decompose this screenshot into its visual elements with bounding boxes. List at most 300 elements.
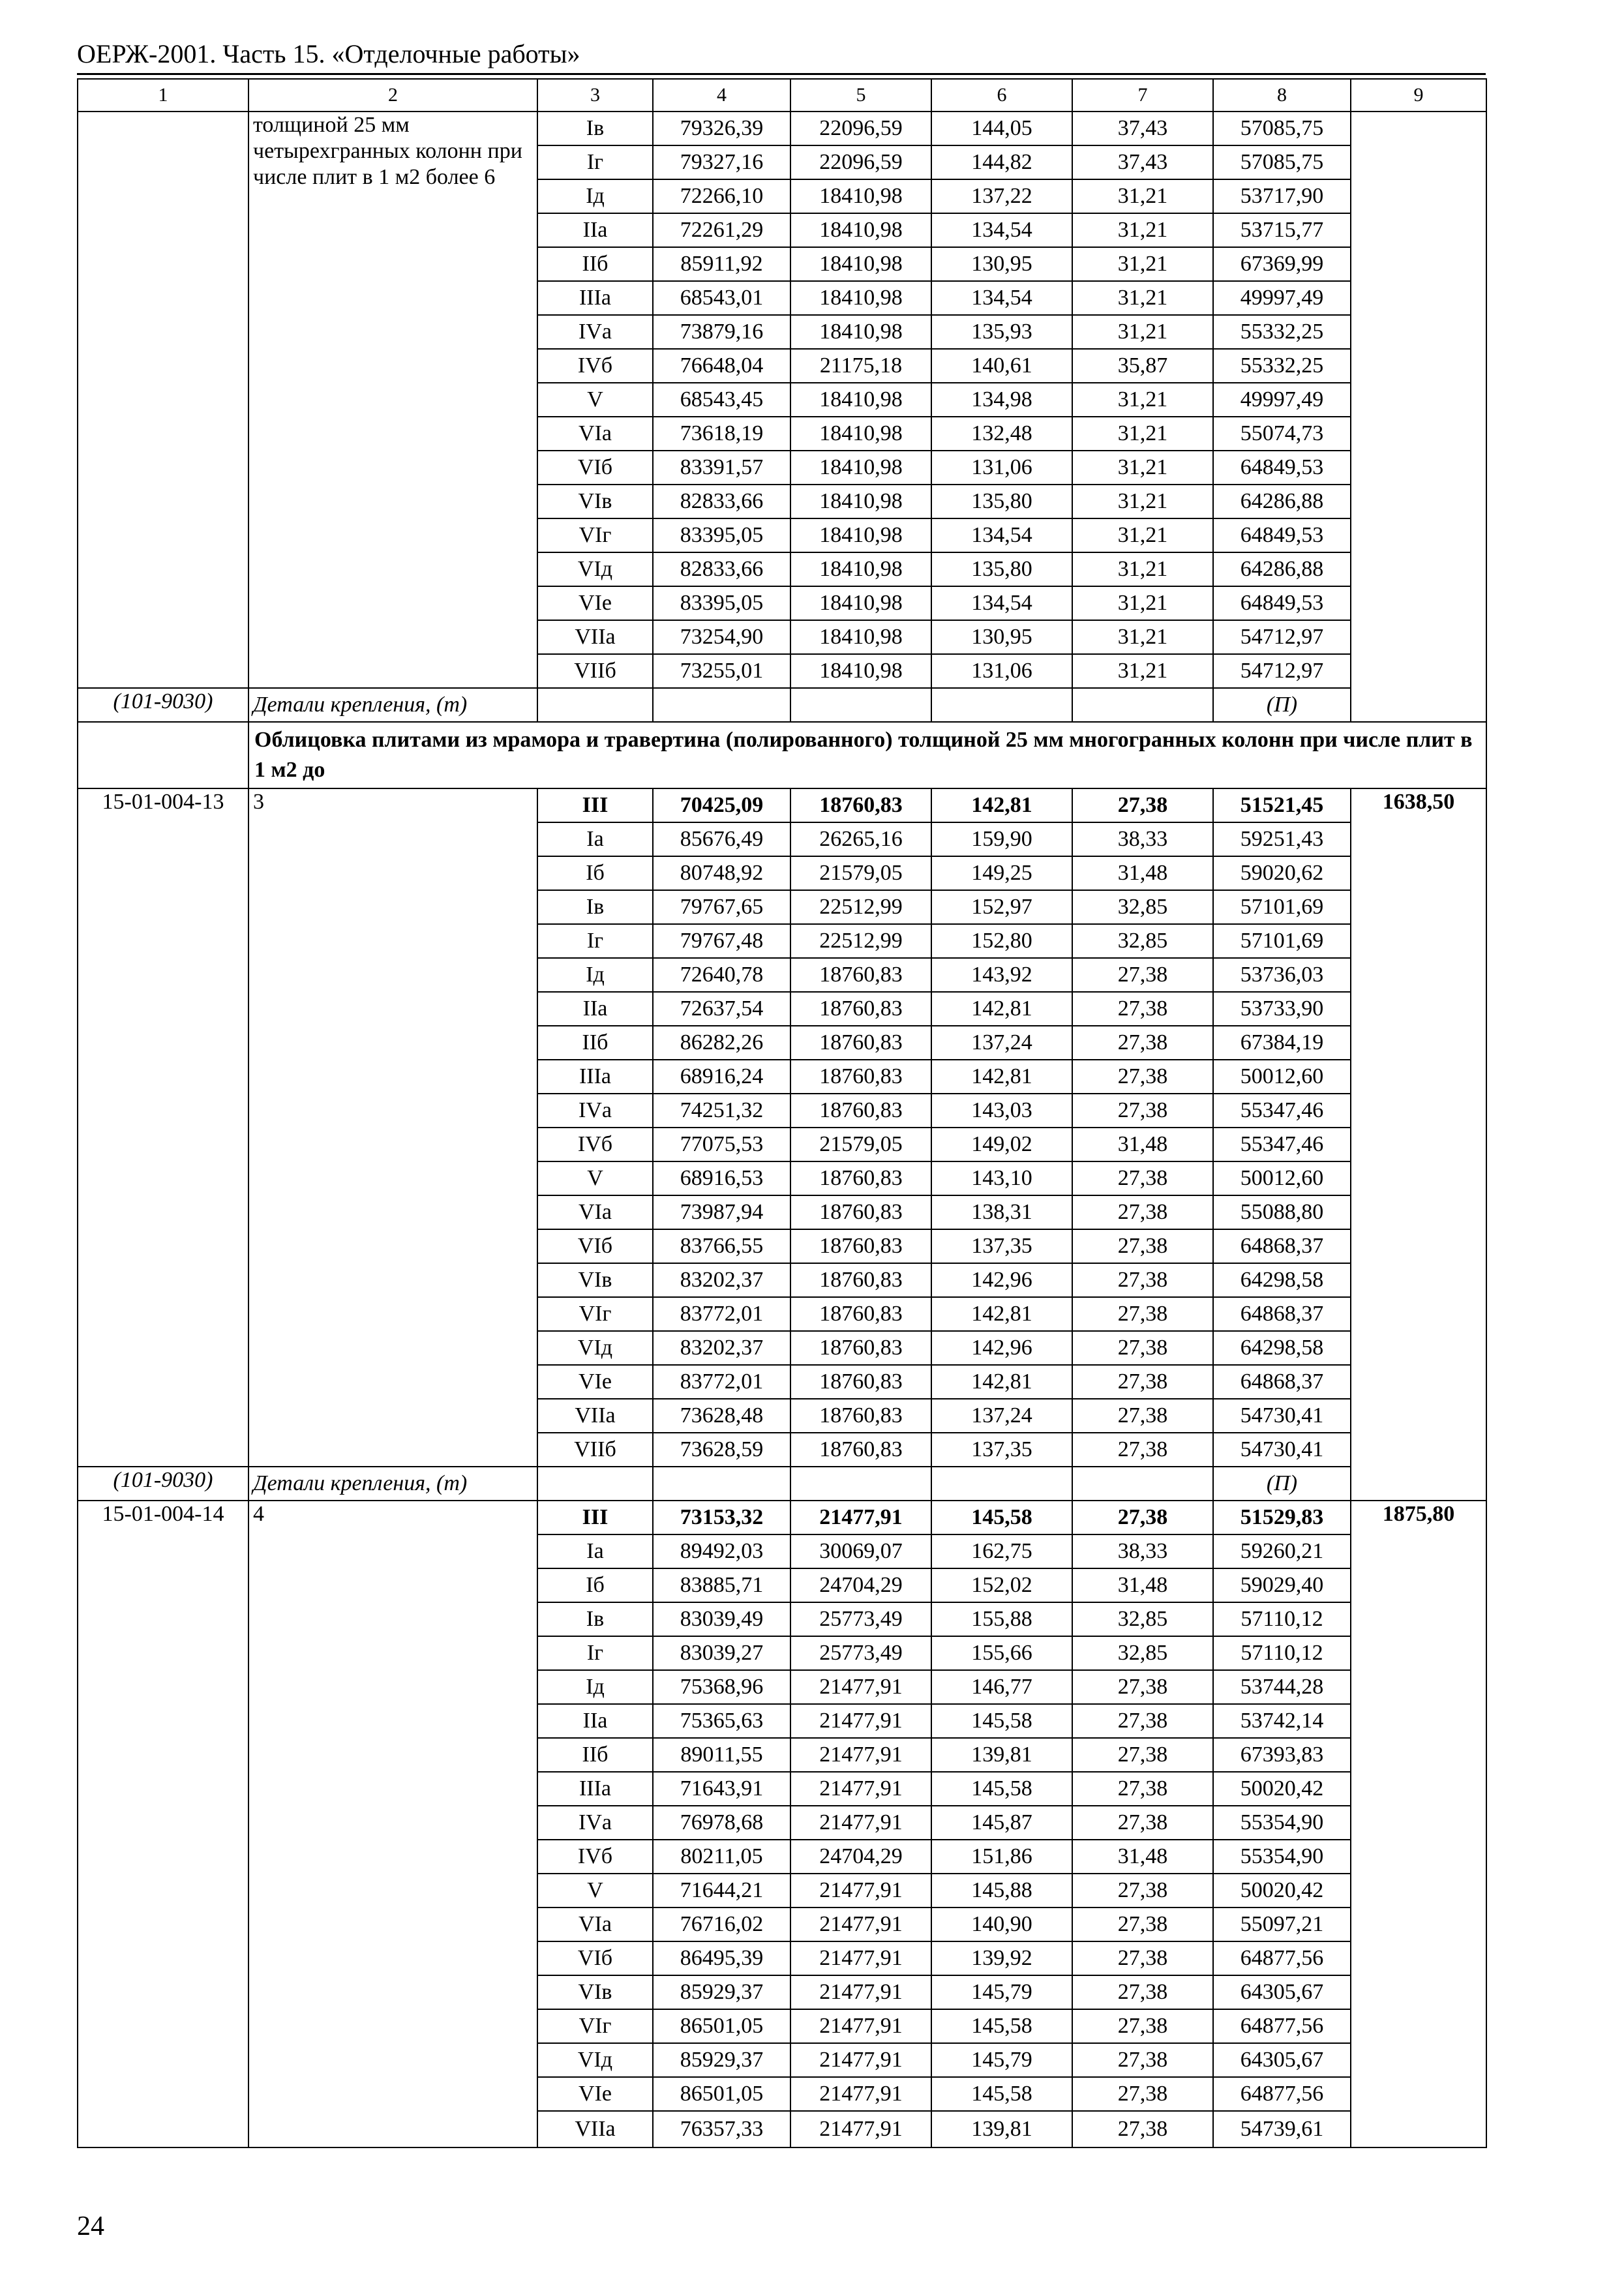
machine-cost-cell: 162,75 [931,1534,1072,1568]
total-cost-cell: 89011,55 [653,1738,790,1772]
driver-wages-cell: 27,38 [1072,1433,1213,1467]
machine-cost-cell: 137,22 [931,179,1072,213]
machine-cost-cell: 140,90 [931,1908,1072,1941]
machine-cost-cell: 134,54 [931,586,1072,620]
fastener-label: Детали крепления, (т) [248,1467,537,1501]
driver-wages-cell: 31,21 [1072,417,1213,451]
zone-cell: IIб [537,247,653,281]
table-cell [537,1467,653,1501]
zone-cell: IVа [537,315,653,349]
materials-cost-cell: 55332,25 [1213,315,1351,349]
total-cost-cell: 73628,59 [653,1433,790,1467]
total-cost-cell: 80748,92 [653,856,790,890]
rates-table [77,78,1487,2148]
table-row [78,1501,1486,1534]
driver-wages-cell: 31,21 [1072,281,1213,315]
zone-cell: VIе [537,586,653,620]
wages-cell: 24704,29 [790,1568,931,1602]
materials-cost-cell: 64868,37 [1213,1297,1351,1331]
fastener-value: (П) [1213,1467,1351,1501]
total-cost-cell: 83885,71 [653,1568,790,1602]
total-cost-cell: 83202,37 [653,1331,790,1365]
machine-cost-cell: 152,97 [931,890,1072,924]
driver-wages-cell: 38,33 [1072,822,1213,856]
total-cost-cell: 83772,01 [653,1297,790,1331]
wages-cell: 18760,83 [790,1433,931,1467]
zone-cell: VIIб [537,654,653,688]
machine-cost-cell: 144,05 [931,112,1072,145]
driver-wages-cell: 32,85 [1072,890,1213,924]
wages-cell: 18410,98 [790,383,931,417]
header-rule [77,73,1486,75]
driver-wages-cell: 35,87 [1072,349,1213,383]
machine-cost-cell: 155,66 [931,1636,1072,1670]
wages-cell: 21477,91 [790,1874,931,1908]
zone-cell: VIIа [537,620,653,654]
machine-cost-cell: 145,79 [931,1975,1072,2009]
group-title: Облицовка плитами из мрамора и травертина (полированного) толщиной 25 мм многогранных колонн при числе плит в 1 м2 до [248,722,1486,788]
machine-cost-cell: 143,92 [931,958,1072,992]
zone-cell: IVа [537,1806,653,1840]
driver-wages-cell: 27,38 [1072,1501,1213,1534]
materials-cost-cell: 54712,97 [1213,654,1351,688]
machine-cost-cell: 134,54 [931,281,1072,315]
materials-cost-cell: 54730,41 [1213,1433,1351,1467]
column-number: 6 [931,79,1072,112]
driver-wages-cell: 27,38 [1072,1161,1213,1195]
machine-cost-cell: 140,61 [931,349,1072,383]
driver-wages-cell: 31,48 [1072,856,1213,890]
machine-cost-cell: 137,35 [931,1433,1072,1467]
driver-wages-cell: 27,38 [1072,1941,1213,1975]
materials-cost-cell: 64849,53 [1213,586,1351,620]
total-cost-cell: 85929,37 [653,2043,790,2077]
zone-cell: IIб [537,1026,653,1060]
driver-wages-cell: 31,21 [1072,213,1213,247]
machine-cost-cell: 142,81 [931,1365,1072,1399]
materials-cost-cell: 55354,90 [1213,1840,1351,1874]
total-cost-cell: 68543,01 [653,281,790,315]
total-cost-cell: 73153,32 [653,1501,790,1534]
wages-cell: 18410,98 [790,179,931,213]
driver-wages-cell: 31,21 [1072,485,1213,518]
zone-cell: VIIб [537,1433,653,1467]
machine-cost-cell: 149,25 [931,856,1072,890]
driver-wages-cell: 27,38 [1072,788,1213,822]
total-cost-cell: 72637,54 [653,992,790,1026]
materials-cost-cell: 54712,97 [1213,620,1351,654]
materials-cost-cell: 59260,21 [1213,1534,1351,1568]
table-row [78,79,1486,112]
machine-cost-cell: 145,87 [931,1806,1072,1840]
total-cost-cell: 83395,05 [653,586,790,620]
wages-cell: 25773,49 [790,1636,931,1670]
driver-wages-cell: 31,48 [1072,1568,1213,1602]
column-number: 8 [1213,79,1351,112]
wages-cell: 21579,05 [790,1128,931,1161]
total-cost-cell: 79327,16 [653,145,790,179]
materials-cost-cell: 53733,90 [1213,992,1351,1026]
materials-cost-cell: 64877,56 [1213,2009,1351,2043]
zone-cell: VIIа [537,1399,653,1433]
zone-cell: VIг [537,1297,653,1331]
fastener-code: (101-9030) [78,688,248,722]
total-cost-cell: 73628,48 [653,1399,790,1433]
machine-cost-cell: 139,81 [931,2111,1072,2147]
zone-cell: Iг [537,145,653,179]
zone-cell: III [537,1501,653,1534]
zone-cell: Iг [537,924,653,958]
machine-cost-cell: 145,79 [931,2043,1072,2077]
materials-cost-cell: 64877,56 [1213,2077,1351,2111]
wages-cell: 22512,99 [790,924,931,958]
description-cell: толщиной 25 мм четырехгранных колонн при числе плит в 1 м2 более 6 [248,112,537,688]
group-code-cell [78,722,248,788]
total-cost-cell: 72261,29 [653,213,790,247]
zone-cell: Iб [537,1568,653,1602]
wages-cell: 21477,91 [790,2077,931,2111]
zone-cell: V [537,383,653,417]
machine-cost-cell: 132,48 [931,417,1072,451]
total-cell: 1638,50 [1351,788,1486,1501]
table-cell [1072,688,1213,722]
zone-cell: Iд [537,1670,653,1704]
wages-cell: 21175,18 [790,349,931,383]
table-cell [1072,1467,1213,1501]
zone-cell: IIа [537,213,653,247]
wages-cell: 18760,83 [790,1026,931,1060]
driver-wages-cell: 31,21 [1072,247,1213,281]
driver-wages-cell: 27,38 [1072,1060,1213,1094]
driver-wages-cell: 27,38 [1072,1297,1213,1331]
column-number: 7 [1072,79,1213,112]
total-cost-cell: 83766,55 [653,1229,790,1263]
wages-cell: 25773,49 [790,1602,931,1636]
wages-cell: 18410,98 [790,213,931,247]
materials-cost-cell: 67384,19 [1213,1026,1351,1060]
table-row [78,112,1486,145]
machine-cost-cell: 143,03 [931,1094,1072,1128]
machine-cost-cell: 134,54 [931,518,1072,552]
machine-cost-cell: 151,86 [931,1840,1072,1874]
materials-cost-cell: 64298,58 [1213,1331,1351,1365]
driver-wages-cell: 37,43 [1072,145,1213,179]
machine-cost-cell: 155,88 [931,1602,1072,1636]
zone-cell: IIа [537,1704,653,1738]
materials-cost-cell: 64849,53 [1213,451,1351,485]
zone-cell: Iа [537,822,653,856]
materials-cost-cell: 53717,90 [1213,179,1351,213]
total-cost-cell: 83202,37 [653,1263,790,1297]
driver-wages-cell: 27,38 [1072,1195,1213,1229]
total-cost-cell: 72266,10 [653,179,790,213]
total-cost-cell: 76648,04 [653,349,790,383]
code-cell [78,112,248,688]
total-cost-cell: 73255,01 [653,654,790,688]
zone-cell: VIа [537,417,653,451]
total-cost-cell: 71643,91 [653,1772,790,1806]
zone-cell: VIв [537,1263,653,1297]
total-cost-cell: 86282,26 [653,1026,790,1060]
total-cost-cell: 86495,39 [653,1941,790,1975]
wages-cell: 18760,83 [790,992,931,1026]
machine-cost-cell: 142,81 [931,1297,1072,1331]
total-cost-cell: 73254,90 [653,620,790,654]
zone-cell: IVб [537,1128,653,1161]
materials-cost-cell: 53736,03 [1213,958,1351,992]
wages-cell: 21477,91 [790,2043,931,2077]
materials-cost-cell: 50020,42 [1213,1874,1351,1908]
total-cost-cell: 75365,63 [653,1704,790,1738]
table-cell [537,688,653,722]
driver-wages-cell: 27,38 [1072,2043,1213,2077]
driver-wages-cell: 27,38 [1072,958,1213,992]
wages-cell: 18760,83 [790,1229,931,1263]
wages-cell: 26265,16 [790,822,931,856]
zone-cell: VIб [537,1229,653,1263]
machine-cost-cell: 138,31 [931,1195,1072,1229]
driver-wages-cell: 27,38 [1072,1094,1213,1128]
driver-wages-cell: 27,38 [1072,2077,1213,2111]
wages-cell: 18410,98 [790,281,931,315]
zone-cell: Iв [537,112,653,145]
wages-cell: 18760,83 [790,1263,931,1297]
total-cell: 1875,80 [1351,1501,1486,2147]
materials-cost-cell: 55347,46 [1213,1094,1351,1128]
column-number: 2 [248,79,537,112]
materials-cost-cell: 64298,58 [1213,1263,1351,1297]
machine-cost-cell: 159,90 [931,822,1072,856]
driver-wages-cell: 27,38 [1072,2009,1213,2043]
zone-cell: VIг [537,518,653,552]
total-cost-cell: 79767,48 [653,924,790,958]
total-cost-cell: 73879,16 [653,315,790,349]
total-cost-cell: 79326,39 [653,112,790,145]
wages-cell: 21477,91 [790,2009,931,2043]
total-cost-cell: 83039,49 [653,1602,790,1636]
wages-cell: 18410,98 [790,315,931,349]
column-number: 3 [537,79,653,112]
wages-cell: 18410,98 [790,485,931,518]
driver-wages-cell: 27,38 [1072,2111,1213,2147]
materials-cost-cell: 55332,25 [1213,349,1351,383]
wages-cell: 21477,91 [790,1908,931,1941]
driver-wages-cell: 27,38 [1072,1908,1213,1941]
driver-wages-cell: 31,21 [1072,620,1213,654]
zone-cell: VIа [537,1908,653,1941]
zone-cell: VIд [537,552,653,586]
driver-wages-cell: 31,21 [1072,315,1213,349]
driver-wages-cell: 27,38 [1072,1229,1213,1263]
materials-cost-cell: 57110,12 [1213,1602,1351,1636]
materials-cost-cell: 64305,67 [1213,1975,1351,2009]
total-cost-cell: 70425,09 [653,788,790,822]
materials-cost-cell: 67369,99 [1213,247,1351,281]
zone-cell: IVб [537,1840,653,1874]
wages-cell: 21477,91 [790,1806,931,1840]
machine-cost-cell: 146,77 [931,1670,1072,1704]
wages-cell: 18410,98 [790,451,931,485]
materials-cost-cell: 57085,75 [1213,112,1351,145]
driver-wages-cell: 31,21 [1072,552,1213,586]
description-cell: 4 [248,1501,537,2147]
materials-cost-cell: 55074,73 [1213,417,1351,451]
materials-cost-cell: 51521,45 [1213,788,1351,822]
wages-cell: 22096,59 [790,145,931,179]
materials-cost-cell: 64305,67 [1213,2043,1351,2077]
driver-wages-cell: 27,38 [1072,1026,1213,1060]
wages-cell: 18410,98 [790,518,931,552]
driver-wages-cell: 27,38 [1072,1263,1213,1297]
table-cell [790,688,931,722]
driver-wages-cell: 27,38 [1072,1806,1213,1840]
wages-cell: 18760,83 [790,1094,931,1128]
driver-wages-cell: 27,38 [1072,1670,1213,1704]
wages-cell: 18760,83 [790,788,931,822]
total-cost-cell: 83772,01 [653,1365,790,1399]
driver-wages-cell: 32,85 [1072,924,1213,958]
materials-cost-cell: 55088,80 [1213,1195,1351,1229]
total-cost-cell: 79767,65 [653,890,790,924]
driver-wages-cell: 27,38 [1072,1975,1213,2009]
driver-wages-cell: 27,38 [1072,1365,1213,1399]
driver-wages-cell: 31,21 [1072,451,1213,485]
total-cost-cell: 86501,05 [653,2077,790,2111]
machine-cost-cell: 130,95 [931,620,1072,654]
zone-cell: IIа [537,992,653,1026]
wages-cell: 18410,98 [790,586,931,620]
wages-cell: 24704,29 [790,1840,931,1874]
materials-cost-cell: 59020,62 [1213,856,1351,890]
total-cost-cell: 80211,05 [653,1840,790,1874]
table-row [78,788,1486,822]
total-cell [1351,112,1486,722]
total-cost-cell: 72640,78 [653,958,790,992]
materials-cost-cell: 53715,77 [1213,213,1351,247]
total-cost-cell: 89492,03 [653,1534,790,1568]
zone-cell: IIб [537,1738,653,1772]
zone-cell: VIд [537,1331,653,1365]
machine-cost-cell: 152,02 [931,1568,1072,1602]
wages-cell: 18760,83 [790,1399,931,1433]
zone-cell: Iд [537,958,653,992]
machine-cost-cell: 145,58 [931,2009,1072,2043]
driver-wages-cell: 27,38 [1072,1738,1213,1772]
wages-cell: 18760,83 [790,1195,931,1229]
zone-cell: VIб [537,1941,653,1975]
wages-cell: 18760,83 [790,1331,931,1365]
zone-cell: IVа [537,1094,653,1128]
wages-cell: 18760,83 [790,1161,931,1195]
machine-cost-cell: 137,35 [931,1229,1072,1263]
wages-cell: 18410,98 [790,552,931,586]
driver-wages-cell: 27,38 [1072,992,1213,1026]
fastener-label: Детали крепления, (т) [248,688,537,722]
table-row [78,1467,1486,1501]
zone-cell: VIа [537,1195,653,1229]
machine-cost-cell: 145,58 [931,1501,1072,1534]
zone-cell: IIIа [537,1772,653,1806]
machine-cost-cell: 134,98 [931,383,1072,417]
machine-cost-cell: 142,81 [931,1060,1072,1094]
driver-wages-cell: 27,38 [1072,1331,1213,1365]
total-cost-cell: 68916,24 [653,1060,790,1094]
machine-cost-cell: 152,80 [931,924,1072,958]
zone-cell: V [537,1161,653,1195]
machine-cost-cell: 142,96 [931,1263,1072,1297]
machine-cost-cell: 130,95 [931,247,1072,281]
zone-cell: VIе [537,1365,653,1399]
driver-wages-cell: 27,38 [1072,1399,1213,1433]
materials-cost-cell: 55347,46 [1213,1128,1351,1161]
wages-cell: 21477,91 [790,2111,931,2147]
zone-cell: IIIа [537,1060,653,1094]
wages-cell: 21477,91 [790,1670,931,1704]
zone-cell: VIб [537,451,653,485]
machine-cost-cell: 145,58 [931,1772,1072,1806]
wages-cell: 18410,98 [790,654,931,688]
machine-cost-cell: 131,06 [931,451,1072,485]
driver-wages-cell: 32,85 [1072,1602,1213,1636]
wages-cell: 21477,91 [790,1772,931,1806]
materials-cost-cell: 53742,14 [1213,1704,1351,1738]
driver-wages-cell: 31,48 [1072,1128,1213,1161]
wages-cell: 21477,91 [790,1941,931,1975]
wages-cell: 30069,07 [790,1534,931,1568]
total-cost-cell: 86501,05 [653,2009,790,2043]
total-cost-cell: 73987,94 [653,1195,790,1229]
machine-cost-cell: 144,82 [931,145,1072,179]
wages-cell: 22096,59 [790,112,931,145]
driver-wages-cell: 31,21 [1072,179,1213,213]
zone-cell: III [537,788,653,822]
column-number: 1 [78,79,248,112]
total-cost-cell: 85911,92 [653,247,790,281]
total-cost-cell: 77075,53 [653,1128,790,1161]
materials-cost-cell: 54739,61 [1213,2111,1351,2147]
table-cell [931,1467,1072,1501]
driver-wages-cell: 27,38 [1072,1772,1213,1806]
wages-cell: 18760,83 [790,1060,931,1094]
fastener-code: (101-9030) [78,1467,248,1501]
page-header: ОЕРЖ-2001. Часть 15. «Отделочные работы» [77,39,580,68]
total-cost-cell: 76357,33 [653,2111,790,2147]
page-number: 24 [77,2211,104,2241]
machine-cost-cell: 135,80 [931,552,1072,586]
driver-wages-cell: 31,21 [1072,654,1213,688]
machine-cost-cell: 142,81 [931,788,1072,822]
total-cost-cell: 85929,37 [653,1975,790,2009]
machine-cost-cell: 131,06 [931,654,1072,688]
zone-cell: VIе [537,2077,653,2111]
materials-cost-cell: 54730,41 [1213,1399,1351,1433]
driver-wages-cell: 37,43 [1072,112,1213,145]
driver-wages-cell: 27,38 [1072,1704,1213,1738]
wages-cell: 18760,83 [790,958,931,992]
column-number: 4 [653,79,790,112]
materials-cost-cell: 59029,40 [1213,1568,1351,1602]
total-cost-cell: 83039,27 [653,1636,790,1670]
materials-cost-cell: 64868,37 [1213,1229,1351,1263]
zone-cell: IVб [537,349,653,383]
machine-cost-cell: 145,58 [931,1704,1072,1738]
zone-cell: Iб [537,856,653,890]
wages-cell: 18760,83 [790,1365,931,1399]
total-cost-cell: 68916,53 [653,1161,790,1195]
machine-cost-cell: 142,81 [931,992,1072,1026]
machine-cost-cell: 135,93 [931,315,1072,349]
wages-cell: 21477,91 [790,1738,931,1772]
